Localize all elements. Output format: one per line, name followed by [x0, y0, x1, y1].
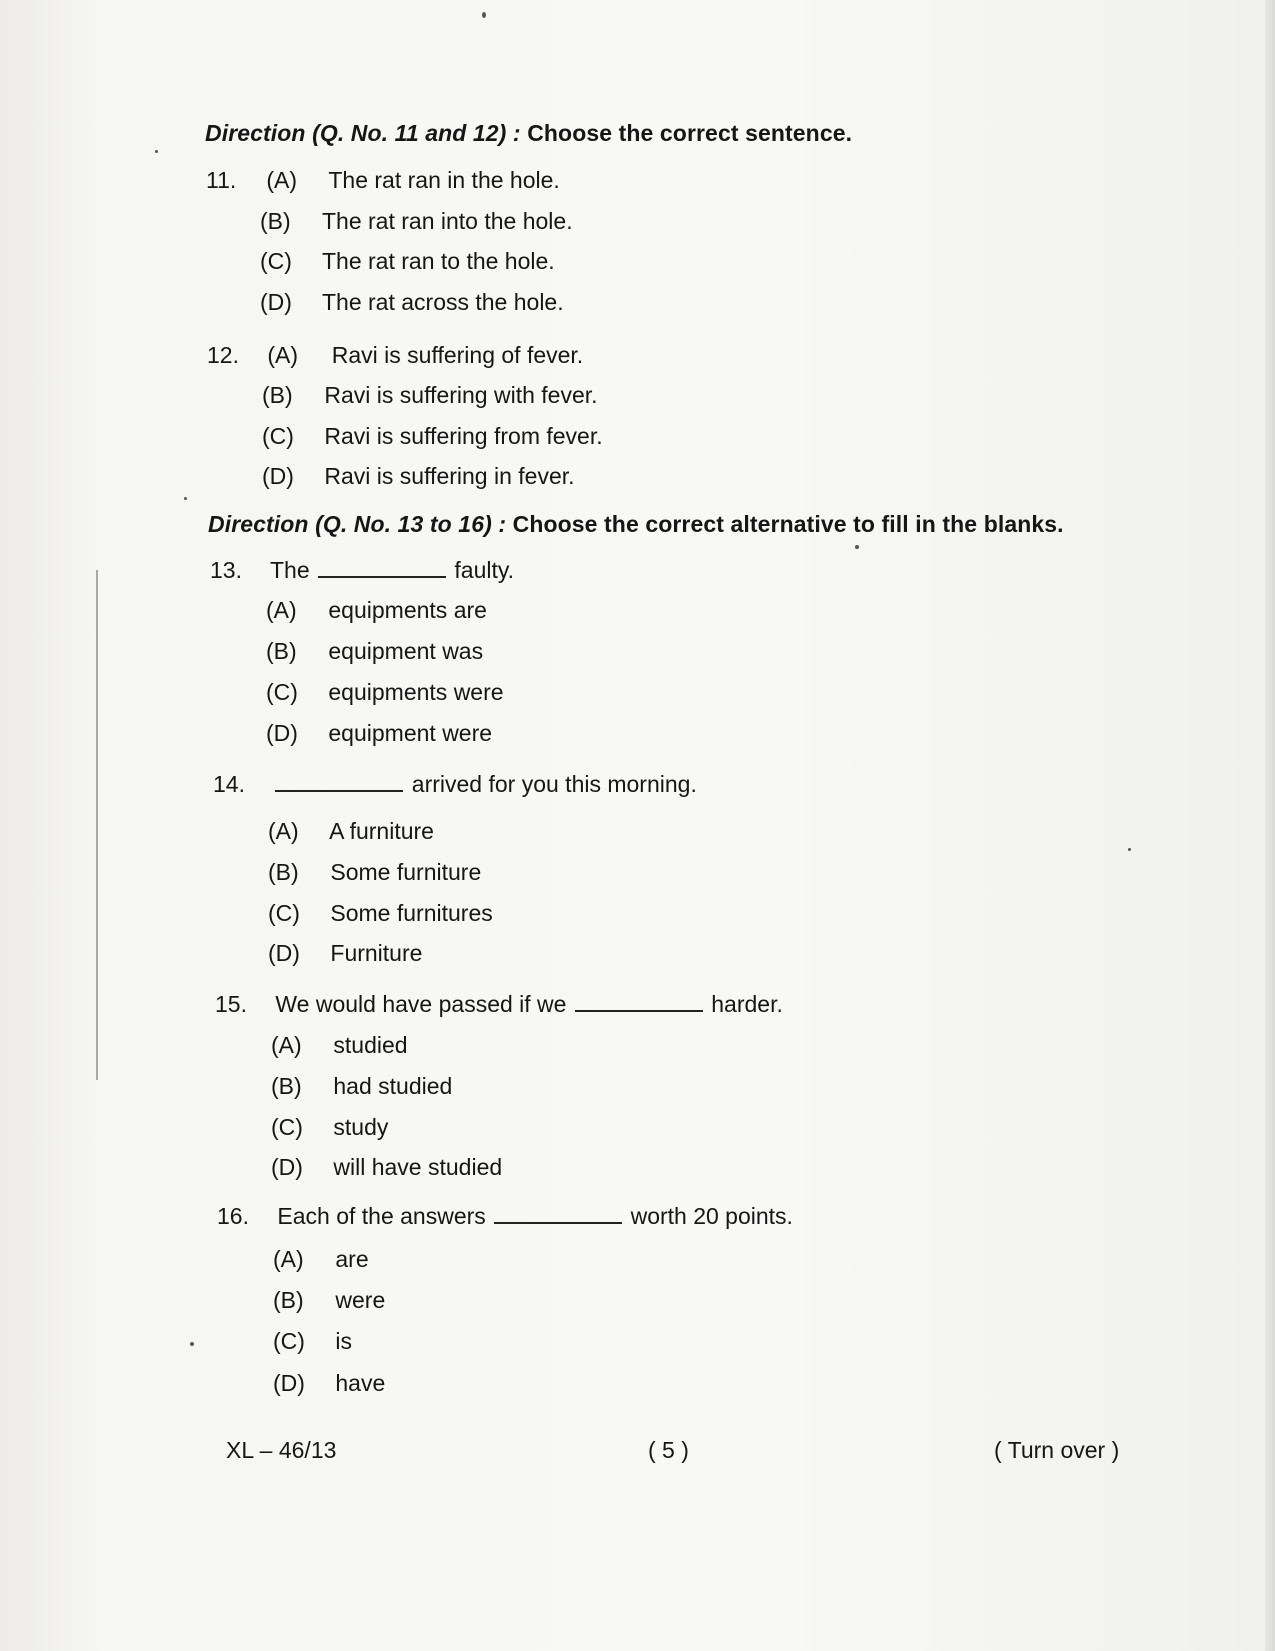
direction-instruction: Choose the correct sentence. [527, 120, 853, 146]
question-16 [217, 1203, 793, 1230]
option-text: is [335, 1328, 353, 1354]
option-letter: (A) [273, 1246, 304, 1272]
option-text: Ravi is suffering with fever. [324, 382, 598, 408]
option-letter: (A) [267, 342, 299, 368]
scan-speck [184, 497, 187, 500]
page-fold-line [96, 570, 98, 1080]
option-11-b [260, 208, 573, 235]
option-text: equipments were [328, 679, 504, 705]
option-14-b [268, 859, 481, 886]
scan-speck [1128, 848, 1131, 851]
option-14-a [268, 818, 434, 845]
option-letter: (B) [260, 208, 291, 234]
scan-speck [482, 12, 486, 18]
option-15-b [271, 1073, 452, 1100]
question-12 [207, 342, 583, 369]
option-letter: (C) [273, 1328, 305, 1354]
direction-label: Direction (Q. No. 13 to 16) : [208, 511, 507, 537]
option-15-c [271, 1114, 388, 1141]
option-letter: (B) [262, 382, 293, 408]
question-number: 16. [217, 1203, 249, 1229]
option-16-c [273, 1328, 352, 1355]
option-letter: (C) [271, 1114, 303, 1140]
option-letter: (D) [271, 1154, 303, 1180]
option-text: Furniture [330, 940, 423, 966]
direction-heading-1 [205, 120, 852, 147]
option-15-a [271, 1032, 408, 1059]
option-text: Some furnitures [330, 900, 493, 926]
fill-in-blank [275, 788, 403, 792]
option-letter: (C) [266, 679, 298, 705]
option-letter: (B) [266, 638, 297, 664]
option-text: have [335, 1370, 386, 1396]
option-text: had studied [333, 1073, 453, 1099]
question-stem-after: worth 20 points. [630, 1203, 793, 1229]
question-number: 14. [213, 771, 245, 797]
option-15-d [271, 1154, 502, 1181]
fill-in-blank [494, 1220, 622, 1224]
direction-instruction: Choose the correct alternative to fill in the blanks. [512, 511, 1064, 537]
option-text: studied [333, 1032, 408, 1058]
option-text: Ravi is suffering from fever. [324, 423, 603, 449]
question-number: 15. [215, 991, 247, 1017]
direction-label: Direction (Q. No. 11 and 12) : [205, 120, 521, 146]
option-letter: (D) [260, 289, 292, 315]
option-11-d [260, 289, 564, 316]
option-letter: (C) [262, 423, 294, 449]
option-text: Ravi is suffering of fever. [331, 342, 584, 368]
option-letter: (D) [262, 463, 294, 489]
page-edge-shadow [1265, 0, 1275, 1651]
fill-in-blank [575, 1008, 703, 1012]
turn-over-note: ( Turn over ) [994, 1437, 1120, 1463]
question-14 [213, 771, 697, 798]
question-number: 12. [207, 342, 239, 368]
question-stem-before: The [269, 557, 310, 583]
option-letter: (A) [266, 167, 298, 193]
option-13-a [266, 597, 487, 624]
page-number: ( 5 ) [648, 1437, 689, 1463]
option-13-b [266, 638, 483, 665]
option-text: The rat ran in the hole. [328, 167, 560, 193]
option-14-c [268, 900, 493, 927]
option-text: study [333, 1114, 389, 1140]
option-letter: (B) [268, 859, 299, 885]
question-number: 13. [210, 557, 242, 583]
option-text: The rat across the hole. [321, 289, 564, 315]
option-text: The rat ran into the hole. [321, 208, 573, 234]
question-15 [215, 991, 783, 1018]
question-13 [210, 557, 514, 584]
option-letter: (A) [271, 1032, 302, 1058]
scan-speck [155, 150, 158, 153]
option-12-b [262, 382, 598, 409]
paper-code: XL – 46/13 [226, 1437, 337, 1463]
option-12-d [262, 463, 575, 490]
option-text: A furniture [329, 818, 434, 844]
option-letter: (A) [266, 597, 297, 623]
fill-in-blank [318, 574, 446, 578]
option-letter: (D) [273, 1370, 305, 1396]
question-stem-after: faulty. [454, 557, 515, 583]
option-16-b [273, 1287, 385, 1314]
option-letter: (C) [268, 900, 300, 926]
scan-speck [190, 1342, 194, 1346]
option-16-d [273, 1370, 385, 1397]
option-13-d [266, 720, 492, 747]
option-text: equipment was [328, 638, 484, 664]
option-letter: (B) [273, 1287, 304, 1313]
option-letter: (A) [268, 818, 299, 844]
option-letter: (C) [260, 248, 292, 274]
option-text: The rat ran to the hole. [321, 248, 555, 274]
question-number: 11. [206, 167, 237, 193]
option-text: Ravi is suffering in fever. [324, 463, 575, 489]
scan-speck [855, 545, 859, 549]
question-stem-before: We would have passed if we [275, 991, 567, 1017]
option-14-d [268, 940, 422, 967]
question-stem-after: harder. [711, 991, 783, 1017]
option-text: are [335, 1246, 369, 1272]
question-stem-after: arrived for you this morning. [411, 771, 697, 797]
option-letter: (D) [268, 940, 300, 966]
question-11 [206, 167, 560, 194]
question-stem-before: Each of the answers [277, 1203, 486, 1229]
option-letter: (D) [266, 720, 298, 746]
option-text: equipments are [328, 597, 487, 623]
option-11-c [260, 248, 555, 275]
option-text: equipment were [328, 720, 493, 746]
direction-heading-2 [208, 511, 1064, 538]
option-text: Some furniture [330, 859, 482, 885]
option-letter: (B) [271, 1073, 302, 1099]
option-12-c [262, 423, 603, 450]
option-text: were [335, 1287, 386, 1313]
option-16-a [273, 1246, 369, 1273]
option-text: will have studied [333, 1154, 503, 1180]
option-13-c [266, 679, 504, 706]
